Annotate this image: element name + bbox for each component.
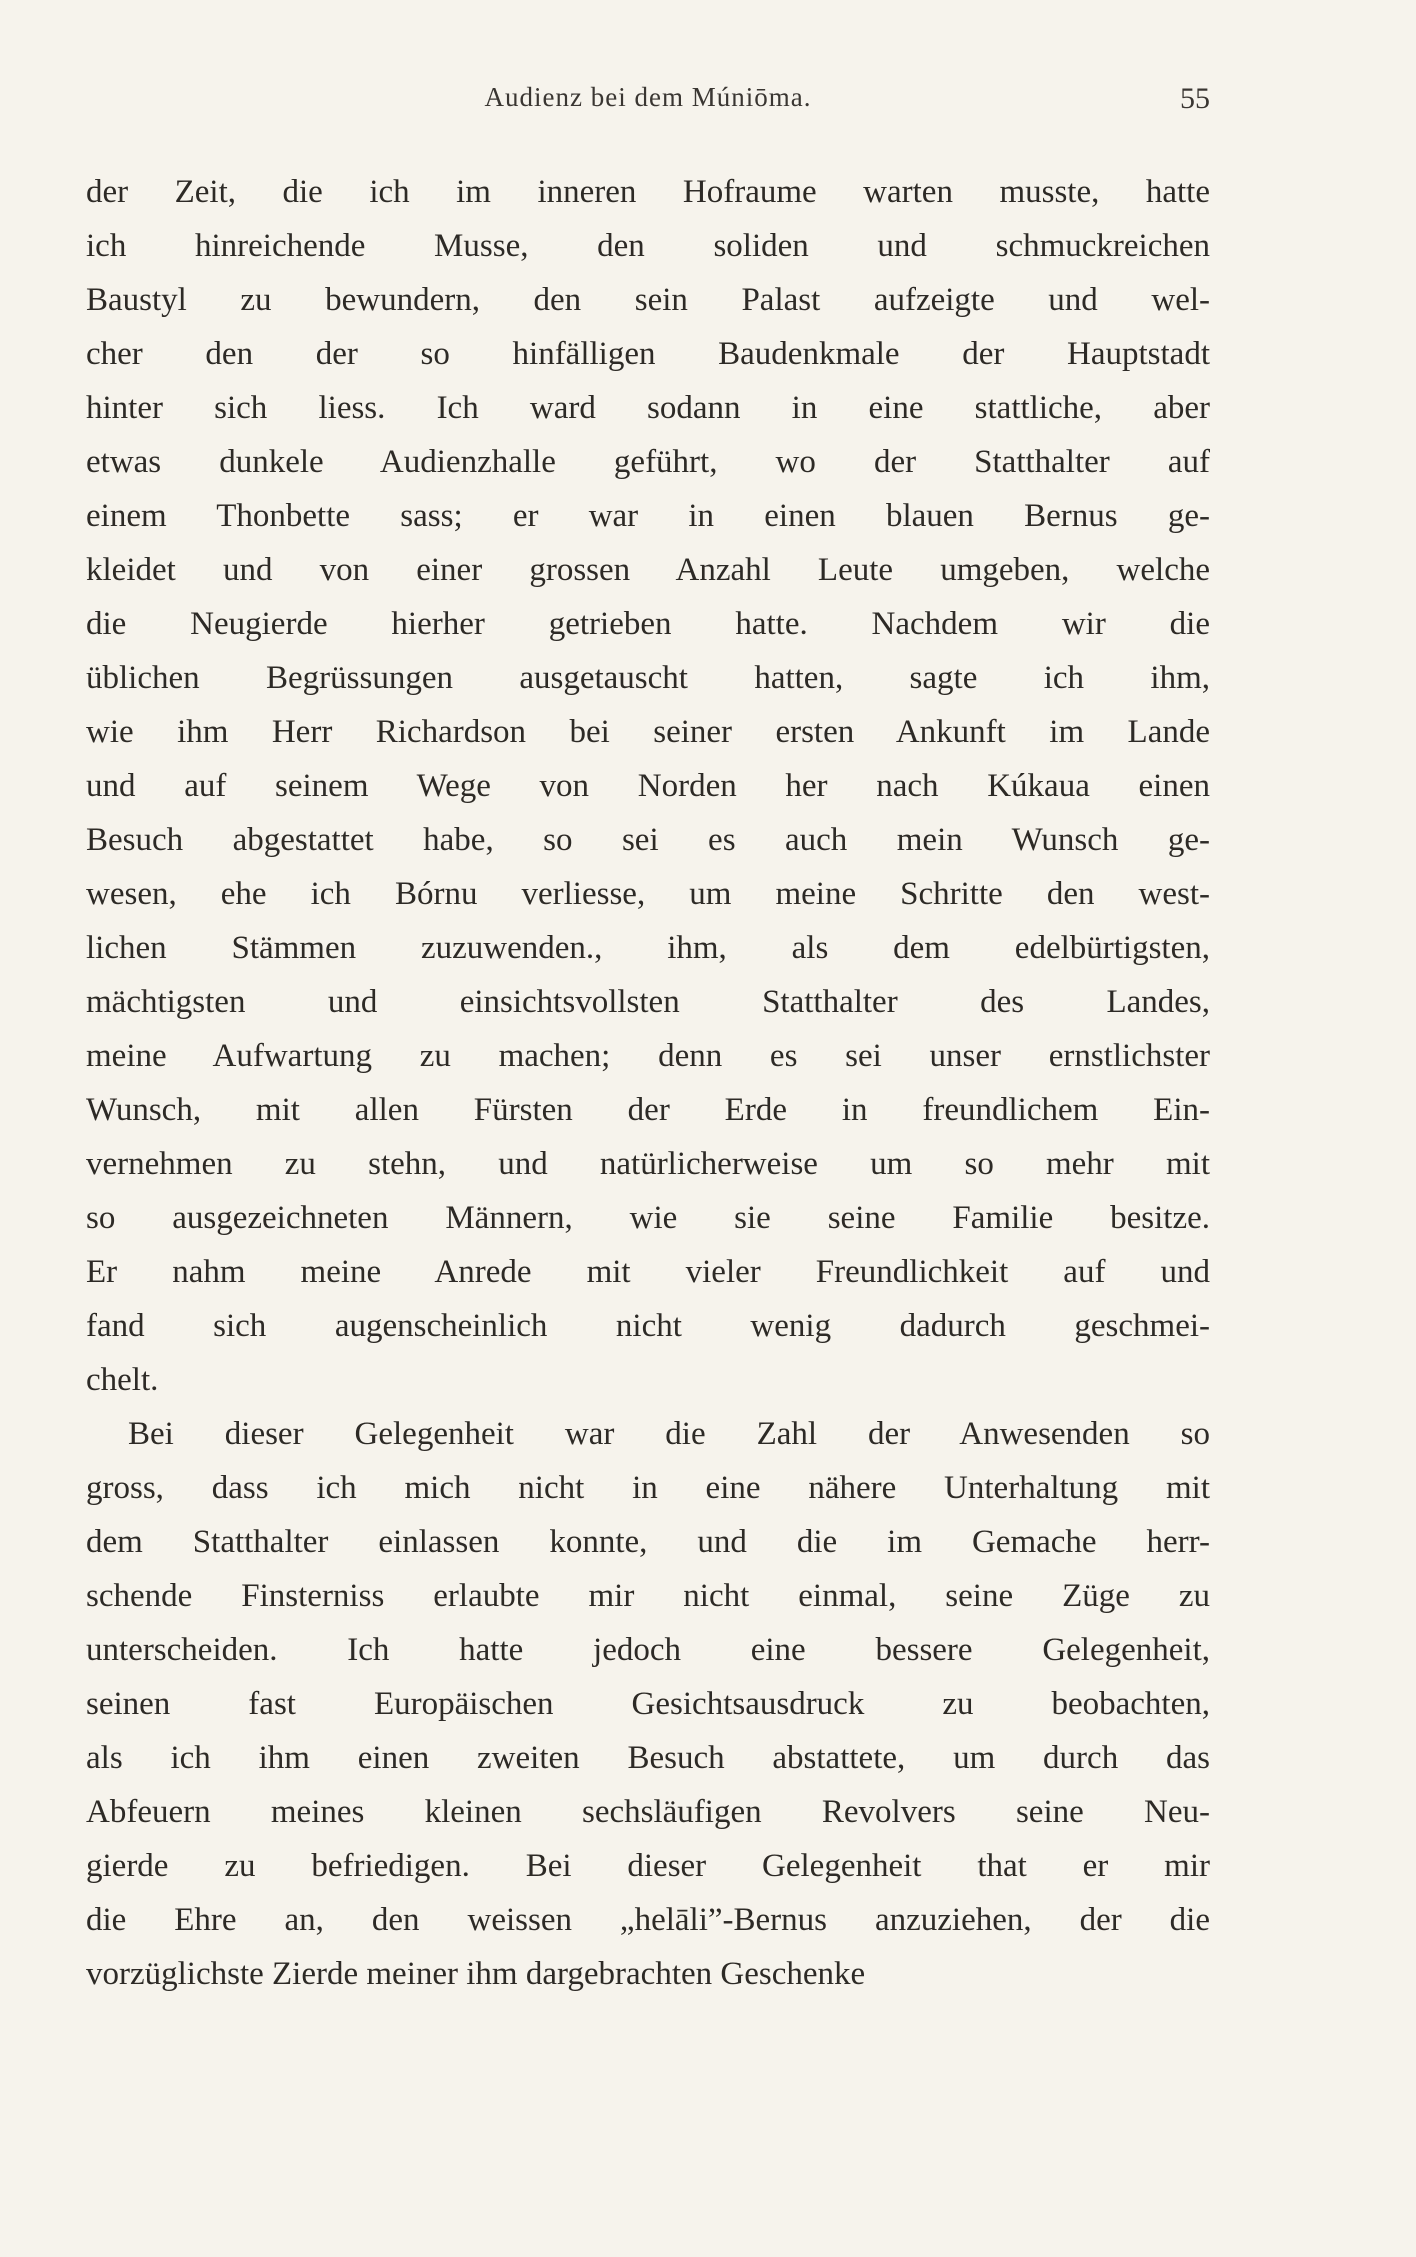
text-line: Besuch abgestattet habe, so sei es auch mein Wunsch ge- bbox=[86, 822, 1210, 858]
text-line: seinen fast Europäischen Gesichtsausdruck zu beobachten, bbox=[86, 1686, 1210, 1722]
text-line: als ich ihm einen zweiten Besuch abstattete, um durch das bbox=[86, 1740, 1210, 1776]
text-line: mächtigsten und einsichtsvollsten Statthalter des Landes, bbox=[86, 984, 1210, 1020]
text-line: lichen Stämmen zuzuwenden., ihm, als dem edelbürtigsten, bbox=[86, 930, 1210, 966]
paragraph bbox=[86, 165, 1210, 1407]
text-line: Bei dieser Gelegenheit war die Zahl der Anwesenden so bbox=[128, 1416, 1210, 1452]
text-line: ich hinreichende Musse, den soliden und schmuckreichen bbox=[86, 228, 1210, 264]
paragraph bbox=[86, 1407, 1210, 2001]
text-line: vernehmen zu stehn, und natürlicherweise um so mehr mit bbox=[86, 1146, 1210, 1182]
text-line: und auf seinem Wege von Norden her nach Kúkaua einen bbox=[86, 768, 1210, 804]
text-line: fand sich augenscheinlich nicht wenig dadurch geschmei- bbox=[86, 1308, 1210, 1344]
text-line: Er nahm meine Anrede mit vieler Freundlichkeit auf und bbox=[86, 1254, 1210, 1290]
text-line: die Ehre an, den weissen „helāli”-Bernus anzuziehen, der die bbox=[86, 1902, 1210, 1938]
text-line: üblichen Begrüssungen ausgetauscht hatten, sagte ich ihm, bbox=[86, 660, 1210, 696]
text-line: Abfeuern meines kleinen sechsläufigen Revolvers seine Neu- bbox=[86, 1794, 1210, 1830]
text-line: Baustyl zu bewundern, den sein Palast aufzeigte und wel- bbox=[86, 282, 1210, 318]
text-line: die Neugierde hierher getrieben hatte. Nachdem wir die bbox=[86, 606, 1210, 642]
text-line: gross, dass ich mich nicht in eine nähere Unterhaltung mit bbox=[86, 1470, 1210, 1506]
text-line: chelt. bbox=[86, 1362, 159, 1398]
text-line: der Zeit, die ich im inneren Hofraume warten musste, hatte bbox=[86, 174, 1210, 210]
text-line: schende Finsterniss erlaubte mir nicht einmal, seine Züge zu bbox=[86, 1578, 1210, 1614]
running-head bbox=[86, 82, 1210, 122]
text-line: meine Aufwartung zu machen; denn es sei unser ernstlichster bbox=[86, 1038, 1210, 1074]
text-line: einem Thonbette sass; er war in einen blauen Bernus ge- bbox=[86, 498, 1210, 534]
running-title: Audienz bei dem Múniōma. bbox=[484, 82, 812, 112]
text-line: Wunsch, mit allen Fürsten der Erde in freundlichem Ein- bbox=[86, 1092, 1210, 1128]
body-text bbox=[86, 165, 1210, 2001]
text-line: wesen, ehe ich Bórnu verliesse, um meine Schritte den west- bbox=[86, 876, 1210, 912]
text-line: so ausgezeichneten Männern, wie sie seine Familie besitze. bbox=[86, 1200, 1210, 1236]
text-line: dem Statthalter einlassen konnte, und die im Gemache herr- bbox=[86, 1524, 1210, 1560]
text-line: vorzüglichste Zierde meiner ihm dargebrachten Geschenke bbox=[86, 1956, 866, 1992]
text-line: gierde zu befriedigen. Bei dieser Gelegenheit that er mir bbox=[86, 1848, 1210, 1884]
text-line: cher den der so hinfälligen Baudenkmale der Hauptstadt bbox=[86, 336, 1210, 372]
text-line: etwas dunkele Audienzhalle geführt, wo der Statthalter auf bbox=[86, 444, 1210, 480]
text-line: hinter sich liess. Ich ward sodann in eine stattliche, aber bbox=[86, 390, 1210, 426]
text-line: kleidet und von einer grossen Anzahl Leute umgeben, welche bbox=[86, 552, 1210, 588]
page-number: 55 bbox=[1180, 82, 1210, 115]
text-line: unterscheiden. Ich hatte jedoch eine bessere Gelegenheit, bbox=[86, 1632, 1210, 1668]
text-line: wie ihm Herr Richardson bei seiner ersten Ankunft im Lande bbox=[86, 714, 1210, 750]
